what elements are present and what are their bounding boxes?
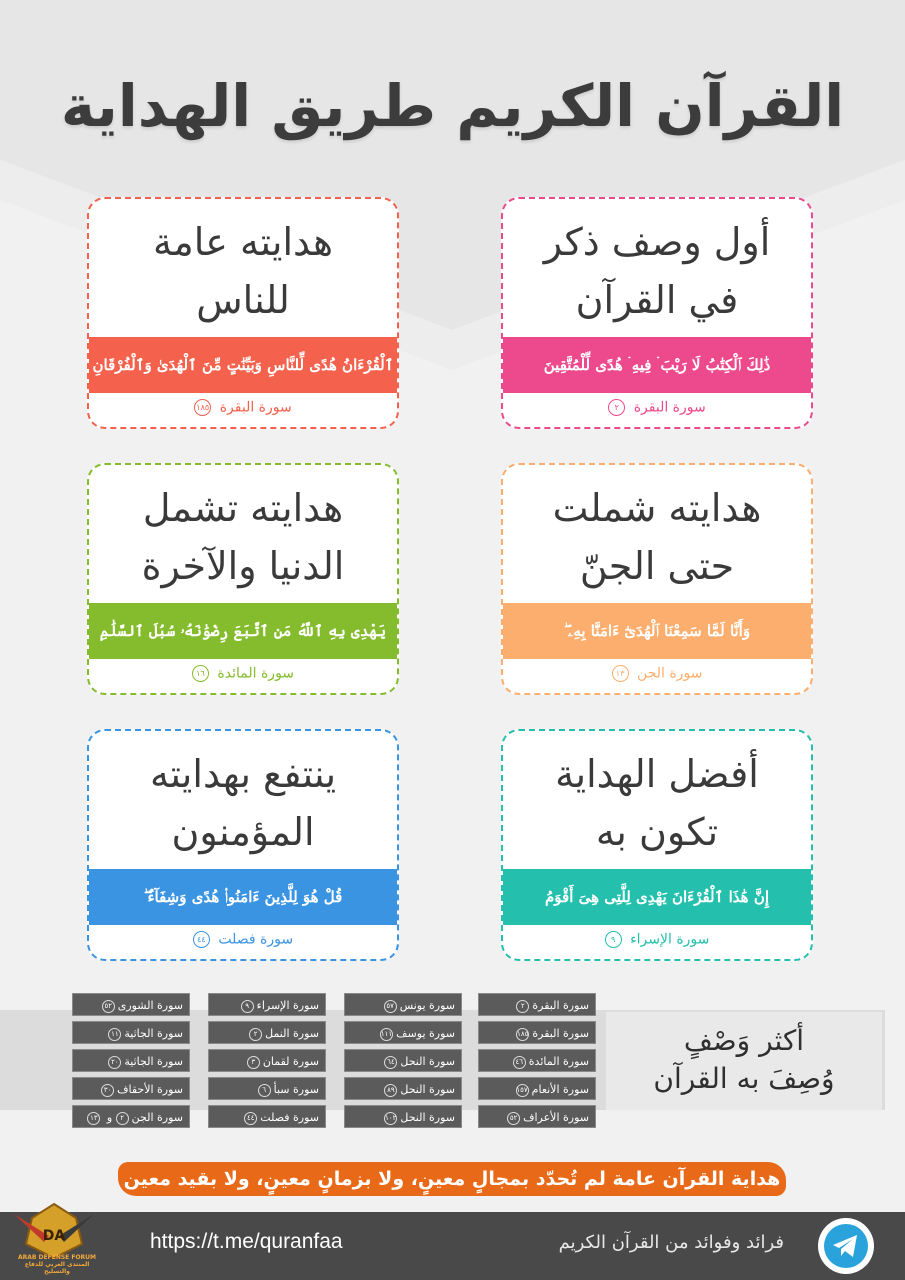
card-heading-line1: أفضل الهداية <box>555 752 759 796</box>
reference-ayah: ٤٦ <box>513 1056 526 1069</box>
reference-ayah: ٨٩ <box>384 1084 397 1097</box>
reference-surah: سورة الجاثية <box>124 1027 183 1040</box>
card-general-guidance <box>87 197 399 429</box>
reference-surah: سورة الجاثية <box>124 1055 183 1068</box>
page-title: القرآن الكريم طريق الهداية <box>60 72 845 140</box>
reference-pill <box>208 1021 326 1044</box>
card-heading-line2: في القرآن <box>575 278 739 322</box>
reference-pill <box>344 993 462 1016</box>
ayah-number-badge: ١٣ <box>612 665 629 682</box>
reference-pill <box>208 1077 326 1100</box>
card-heading <box>503 745 811 861</box>
card-heading-line1: هدايته تشمل <box>142 486 344 530</box>
reference-pill <box>344 1105 462 1128</box>
card-heading <box>503 213 811 329</box>
reference-surah: سورة سبأ <box>273 1083 319 1096</box>
card-heading-line1: ينتفع بهدايته <box>149 752 337 796</box>
reference-ayah: ٢٠ <box>108 1056 121 1069</box>
references-column-4 <box>72 993 190 1133</box>
references-column-3 <box>208 993 326 1133</box>
ayah-number-badge: ١٦ <box>192 665 209 682</box>
reference-pill <box>478 1105 596 1128</box>
reference-pill <box>72 1021 190 1044</box>
reference-surah: سورة النمل <box>265 1027 319 1040</box>
ayah-number-badge: ١٨٥ <box>194 399 211 416</box>
reference-ayah: ١٠٢ <box>384 1112 397 1125</box>
reference-surah: سورة الأنعام <box>531 1083 589 1096</box>
card-believers-benefit <box>87 729 399 961</box>
reference-ayah: ٢ <box>116 1112 129 1125</box>
reference-ayah: ٤٤ <box>244 1112 257 1125</box>
card-best-guidance <box>501 729 813 961</box>
references-column-1 <box>478 993 596 1133</box>
card-reference <box>89 931 397 948</box>
reference-ayah: ٥٢ <box>507 1112 520 1125</box>
card-surah: سورة فصلت <box>218 931 294 948</box>
card-surah: سورة الجن <box>637 665 703 682</box>
card-heading <box>503 479 811 595</box>
general-guidance-banner: هداية القرآن عامة لم تُحدّد بمجالٍ معينٍ، ولا بزمانٍ معينٍ، ولا بقيد معين <box>118 1162 786 1196</box>
reference-ayah: ٥٢ <box>102 1000 115 1013</box>
telegram-link[interactable]: https://t.me/quranfaa <box>150 1230 343 1253</box>
reference-pill <box>72 1105 190 1128</box>
ayah-number-badge: ٩ <box>605 931 622 948</box>
card-reference <box>503 399 811 416</box>
card-verse: وَأَنَّا لَمَّا سَمِعْنَا ٱلْهُدَىٰٓ ءَامَنَّا بِهِۦ ۖ <box>503 603 811 659</box>
reference-ayah: ١٣ <box>87 1112 100 1125</box>
card-heading-line2: تكون به <box>595 810 719 854</box>
card-verse: قُلْ هُوَ لِلَّذِينَ ءَامَنُوا۟ هُدًى وَشِفَآءٌ ۖ <box>89 869 397 925</box>
reference-ayah: ٥٧ <box>384 1000 397 1013</box>
reference-surah: سورة النحل <box>400 1111 455 1124</box>
most-described-label-line2: وُصِفَ به القرآن <box>653 1062 835 1095</box>
reference-surah: سورة البقرة <box>532 1027 589 1040</box>
reference-surah: سورة لقمان <box>262 1055 319 1068</box>
reference-ayah: ٦ <box>258 1084 271 1097</box>
reference-pill <box>208 1105 326 1128</box>
reference-surah: سورة فصلت <box>260 1111 319 1124</box>
card-first-description <box>501 197 813 429</box>
card-surah: سورة البقرة <box>633 399 706 416</box>
logo-mark: DA <box>42 1228 66 1244</box>
reference-ayah: ١٨٥ <box>516 1028 529 1041</box>
card-heading <box>89 745 397 861</box>
card-heading-line1: أول وصف ذكر <box>543 220 771 264</box>
card-reference <box>89 399 397 416</box>
logo-caption-line1: ARAB DEFENSE FORUM <box>17 1254 97 1261</box>
reference-surah: سورة البقرة <box>532 999 589 1012</box>
card-jinn-guidance <box>501 463 813 695</box>
card-heading <box>89 479 397 595</box>
reference-ayah: ٩ <box>241 1000 254 1013</box>
reference-ayah: ٣ <box>247 1056 260 1069</box>
card-heading-line1: هدايته عامة <box>152 220 334 264</box>
card-heading-line1: هدايته شملت <box>552 486 762 530</box>
reference-ayah: ١١ <box>108 1028 121 1041</box>
reference-surah: سورة الإسراء <box>256 999 319 1012</box>
reference-ayah: ١١١ <box>380 1028 393 1041</box>
reference-pill <box>72 1077 190 1100</box>
reference-pill <box>208 1049 326 1072</box>
card-heading <box>89 213 397 329</box>
card-verse: ذَٰلِكَ ٱلْكِتَٰبُ لَا رَيْبَ ۛ فِيهِ ۛ هُدًى لِّلْمُتَّقِينَ <box>503 337 811 393</box>
reference-surah: سورة الأعراف <box>523 1111 589 1124</box>
reference-surah: سورة الجن <box>131 1111 183 1124</box>
reference-surah: سورة النحل <box>400 1055 455 1068</box>
reference-ayah: ٣٠ <box>101 1084 114 1097</box>
reference-ayah: ٢ <box>249 1028 262 1041</box>
reference-surah: سورة المائدة <box>528 1055 589 1068</box>
footer-bar <box>0 1212 905 1280</box>
reference-pill <box>344 1021 462 1044</box>
footer-tagline: فرائد وفوائد من القرآن الكريم <box>558 1232 784 1253</box>
most-described-label-line1: أكثر وَصْفٍ <box>683 1024 805 1057</box>
reference-pill <box>344 1049 462 1072</box>
logo-caption-line2: المنتدى العربي للدفاع والتسليح <box>24 1261 90 1275</box>
card-reference <box>89 665 397 682</box>
reference-pill <box>478 1049 596 1072</box>
reference-pill <box>478 1021 596 1044</box>
reference-pill <box>72 1049 190 1072</box>
reference-surah: سورة الشورى <box>117 999 183 1012</box>
reference-surah: سورة يونس <box>399 999 455 1012</box>
reference-surah: سورة النحل <box>400 1083 455 1096</box>
reference-ayah: ٦٤ <box>384 1056 397 1069</box>
card-surah: سورة الإسراء <box>630 931 710 948</box>
reference-ayah: ١٥٧ <box>516 1084 529 1097</box>
card-heading-line2: المؤمنون <box>171 810 315 854</box>
card-world-hereafter <box>87 463 399 695</box>
ayah-number-badge: ٤٤ <box>193 931 210 948</box>
card-heading-line2: الدنيا والآخرة <box>141 544 345 588</box>
reference-surah: سورة يوسف <box>396 1027 455 1040</box>
card-reference <box>503 665 811 682</box>
references-column-2 <box>344 993 462 1133</box>
card-verse: ٱلْقُرْءَانُ هُدًى لِّلنَّاسِ وَبَيِّنَٰتٍ مِّنَ ٱلْهُدَىٰ وَٱلْفُرْقَانِ <box>89 337 397 393</box>
card-surah: سورة المائدة <box>217 665 295 682</box>
card-heading-line2: حتى الجنّ <box>579 544 735 588</box>
reference-pill <box>72 993 190 1016</box>
reference-ayah: ٢ <box>516 1000 529 1013</box>
card-verse: إِنَّ هَٰذَا ٱلْقُرْءَانَ يَهْدِى لِلَّتِى هِىَ أَقْوَمُ <box>503 869 811 925</box>
reference-pill <box>478 993 596 1016</box>
telegram-icon[interactable] <box>818 1218 874 1274</box>
reference-surah: سورة الأحقاف <box>117 1083 183 1096</box>
card-verse: يَهْدِى بِهِ ٱللَّهُ مَنِ ٱتَّبَعَ رِضْوَٰنَهُۥ سُبُلَ ٱلسَّلَٰمِ <box>89 603 397 659</box>
logo-caption <box>12 1254 102 1275</box>
reference-pill <box>344 1077 462 1100</box>
most-described-label <box>606 1012 882 1110</box>
reference-conjunction: و <box>106 1111 113 1124</box>
reference-pill <box>478 1077 596 1100</box>
card-surah: سورة البقرة <box>219 399 292 416</box>
reference-pill <box>208 993 326 1016</box>
ayah-number-badge: ٢ <box>608 399 625 416</box>
card-reference <box>503 931 811 948</box>
card-heading-line2: للناس <box>196 278 290 322</box>
